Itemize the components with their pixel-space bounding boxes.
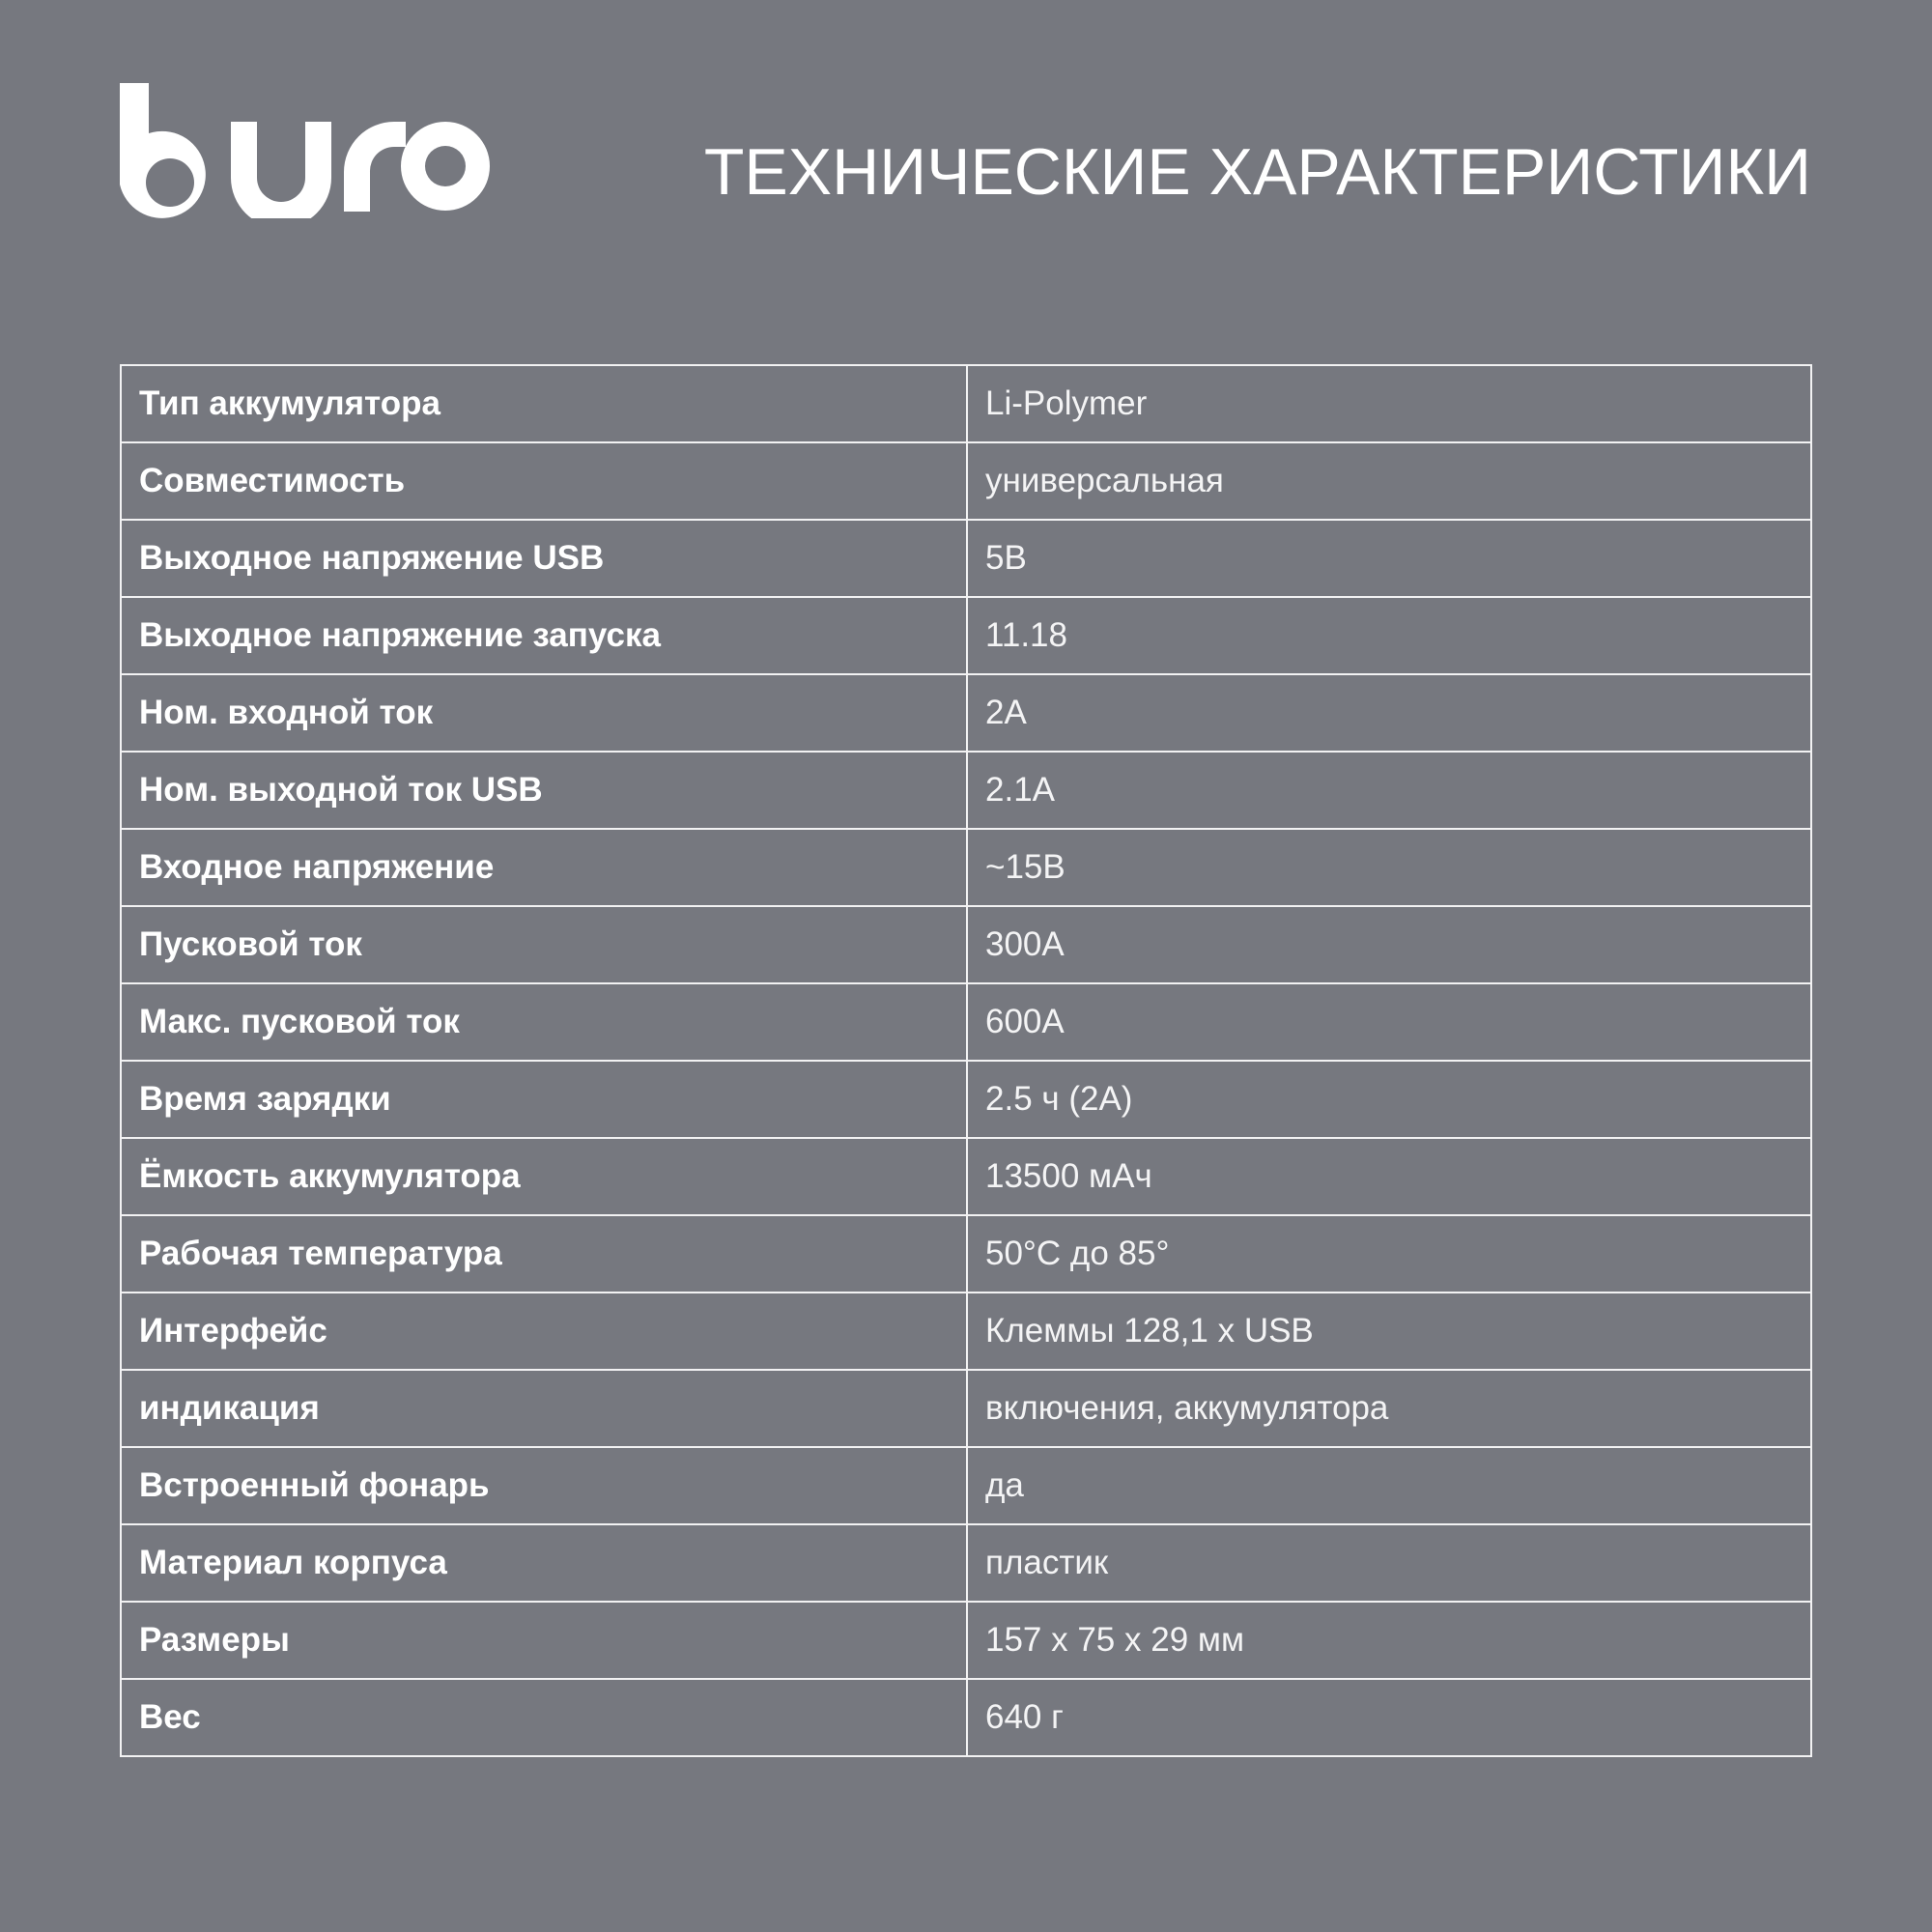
spec-value: да — [967, 1447, 1811, 1524]
spec-label: Вес — [121, 1679, 967, 1756]
spec-value: 2.5 ч (2A) — [967, 1061, 1811, 1138]
table-row — [121, 906, 1811, 983]
spec-label: Выходное напряжение USB — [121, 520, 967, 597]
spec-table — [120, 364, 1812, 1757]
spec-label: Макс. пусковой ток — [121, 983, 967, 1061]
spec-label: индикация — [121, 1370, 967, 1447]
spec-label: Размеры — [121, 1602, 967, 1679]
table-row — [121, 597, 1811, 674]
spec-label: Тип аккумулятора — [121, 365, 967, 442]
table-row — [121, 1524, 1811, 1602]
table-row — [121, 1138, 1811, 1215]
spec-value: пластик — [967, 1524, 1811, 1602]
table-row — [121, 752, 1811, 829]
spec-value: 50°С до 85° — [967, 1215, 1811, 1293]
spec-value: 640 г — [967, 1679, 1811, 1756]
spec-value: 300A — [967, 906, 1811, 983]
spec-label: Материал корпуса — [121, 1524, 967, 1602]
spec-value: 5В — [967, 520, 1811, 597]
table-row — [121, 442, 1811, 520]
buro-logo — [120, 83, 506, 218]
table-row — [121, 520, 1811, 597]
spec-label: Совместимость — [121, 442, 967, 520]
spec-label: Ёмкость аккумулятора — [121, 1138, 967, 1215]
spec-label: Входное напряжение — [121, 829, 967, 906]
page-title: ТЕХНИЧЕСКИЕ ХАРАКТЕРИСТИКИ — [703, 135, 1811, 209]
spec-label: Встроенный фонарь — [121, 1447, 967, 1524]
table-row — [121, 1293, 1811, 1370]
table-row — [121, 1061, 1811, 1138]
table-row — [121, 365, 1811, 442]
spec-value: 2.1A — [967, 752, 1811, 829]
table-row — [121, 1215, 1811, 1293]
table-row — [121, 674, 1811, 752]
table-row — [121, 1602, 1811, 1679]
spec-table-body — [121, 365, 1811, 1756]
table-row — [121, 1370, 1811, 1447]
spec-value: 600A — [967, 983, 1811, 1061]
table-row — [121, 1447, 1811, 1524]
table-row — [121, 1679, 1811, 1756]
spec-value: универсальная — [967, 442, 1811, 520]
spec-label: Время зарядки — [121, 1061, 967, 1138]
spec-value: включения, аккумулятора — [967, 1370, 1811, 1447]
spec-label: Пусковой ток — [121, 906, 967, 983]
spec-value: 157 х 75 х 29 мм — [967, 1602, 1811, 1679]
spec-label: Рабочая температура — [121, 1215, 967, 1293]
spec-value: ~15В — [967, 829, 1811, 906]
spec-value: 2A — [967, 674, 1811, 752]
spec-value: 13500 мАч — [967, 1138, 1811, 1215]
table-row — [121, 983, 1811, 1061]
spec-label: Выходное напряжение запуска — [121, 597, 967, 674]
spec-label: Интерфейс — [121, 1293, 967, 1370]
table-row — [121, 829, 1811, 906]
spec-value: Клеммы 128,1 х USB — [967, 1293, 1811, 1370]
spec-value: Li-Polymer — [967, 365, 1811, 442]
spec-value: 11.18 — [967, 597, 1811, 674]
spec-label: Ном. входной ток — [121, 674, 967, 752]
spec-label: Ном. выходной ток USB — [121, 752, 967, 829]
